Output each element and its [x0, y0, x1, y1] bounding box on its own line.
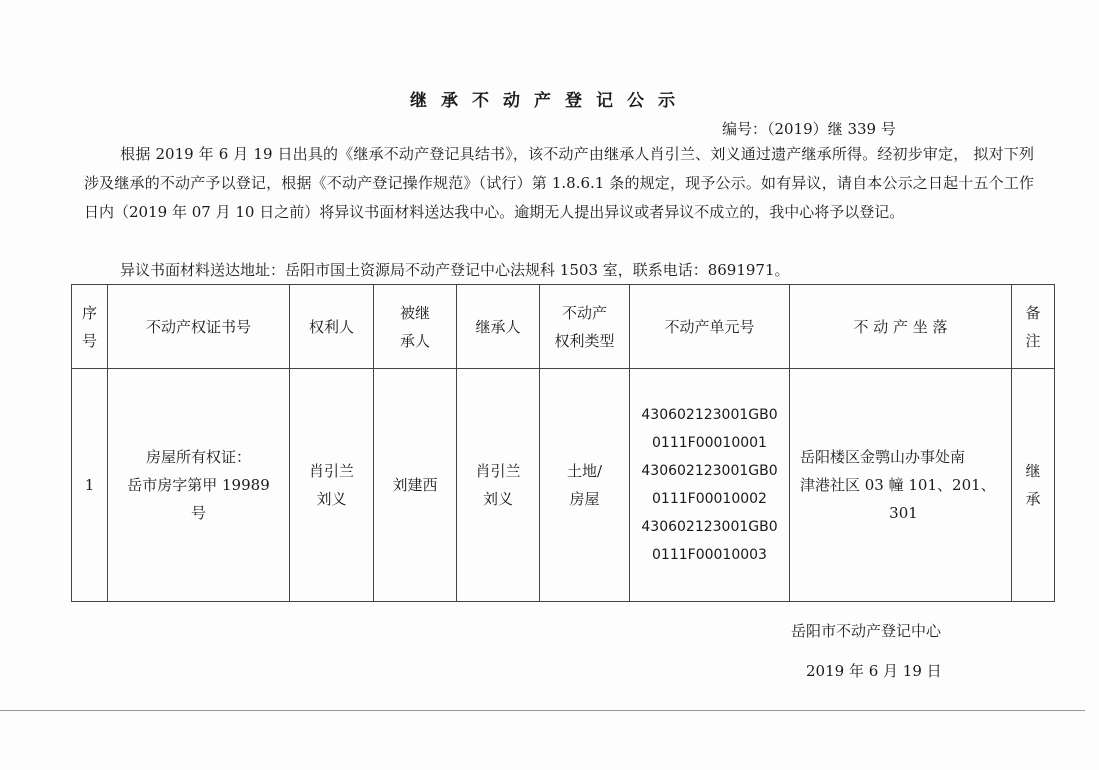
header-unit-no: 不动产单元号 [630, 285, 790, 369]
header-remark-line1: 备 [1025, 303, 1041, 322]
table-header-row [72, 285, 1055, 369]
header-remark-line2: 注 [1025, 331, 1041, 350]
cell-remark [1012, 369, 1055, 602]
header-right-holder: 权利人 [290, 285, 374, 369]
right-holder-2: 刘义 [316, 490, 347, 508]
cell-unit-no [630, 369, 790, 602]
cert-no-line1: 房屋所有权证： [145, 448, 251, 466]
header-seq-line2: 号 [81, 331, 97, 350]
header-seq-line1: 序 [81, 303, 97, 322]
notice-text: 根据 2019 年 6 月 19 日出具的《继承不动产登记具结书》，该不动产由继承人肖引兰、刘义通过遗产继承所得。经初步审定， 拟对下列涉及继承的不动产予以登记，根据《不动产登记操作规范》（试行）第 1.8.6.1 条的规定，现予公示。如有异议，请自本公示之日起十五个工作日内（2019 年 07 月 10 日之前）将异议书面材料送达我中心。逾期无人提出异议或者异议不成立的，我中心将予以登记。 [84, 145, 1034, 221]
cell-cert-no [108, 369, 290, 602]
remark-line1: 继 [1025, 462, 1041, 480]
right-holder-1: 肖引兰 [308, 462, 354, 480]
unit-no-line5: 430602123001GB0 [641, 519, 778, 535]
header-cert-no: 不动产权证书号 [108, 285, 290, 369]
cell-location [790, 369, 1012, 602]
table-row [72, 369, 1055, 602]
location-line1: 岳阳楼区金鹗山办事处南 [800, 448, 966, 466]
heir-2: 刘义 [482, 490, 513, 508]
header-location: 不 动 产 坐 落 [790, 285, 1012, 369]
cell-right-holder [290, 369, 374, 602]
right-type-line1: 土地/ [566, 462, 603, 480]
heir-1: 肖引兰 [475, 462, 521, 480]
cert-no-line2: 岳市房字第甲 19989 [127, 476, 270, 494]
location-line2: 津港社区 03 幢 101、201、 [800, 476, 996, 494]
notice-paragraph [84, 140, 1034, 227]
cell-right-type [540, 369, 630, 602]
cell-decedent: 刘建西 [374, 369, 457, 602]
header-seq [72, 285, 108, 369]
bottom-divider [0, 710, 1085, 711]
document-number: 编号：（2019）继 339 号 [722, 120, 896, 138]
header-right-type [540, 285, 630, 369]
unit-no-line2: 0111F00010001 [652, 435, 767, 451]
property-table [71, 284, 1055, 602]
header-heir: 继承人 [457, 285, 540, 369]
cert-no-line3: 号 [190, 504, 206, 522]
header-decedent-line2: 承人 [399, 331, 430, 350]
issue-date: 2019 年 6 月 19 日 [806, 662, 942, 680]
cell-seq: 1 [72, 369, 108, 602]
header-right-type-line1: 不动产 [561, 303, 607, 322]
unit-no-line3: 430602123001GB0 [641, 463, 778, 479]
issuing-organization: 岳阳市不动产登记中心 [791, 622, 942, 640]
unit-no-line1: 430602123001GB0 [641, 407, 778, 423]
header-decedent [374, 285, 457, 369]
right-type-line2: 房屋 [569, 490, 600, 508]
header-decedent-line1: 被继 [399, 303, 430, 322]
unit-no-line6: 0111F00010003 [652, 547, 767, 563]
unit-no-line4: 0111F00010002 [652, 491, 767, 507]
header-right-type-line2: 权利类型 [554, 331, 615, 350]
objection-address: 异议书面材料送达地址：岳阳市国土资源局不动产登记中心法规科 1503 室，联系电话：8691971。 [120, 261, 790, 279]
remark-line2: 承 [1025, 490, 1041, 508]
document-title: 继承不动产登记公示 [410, 91, 689, 111]
cell-heir [457, 369, 540, 602]
header-remark [1012, 285, 1055, 369]
location-line3: 301 [889, 504, 918, 522]
